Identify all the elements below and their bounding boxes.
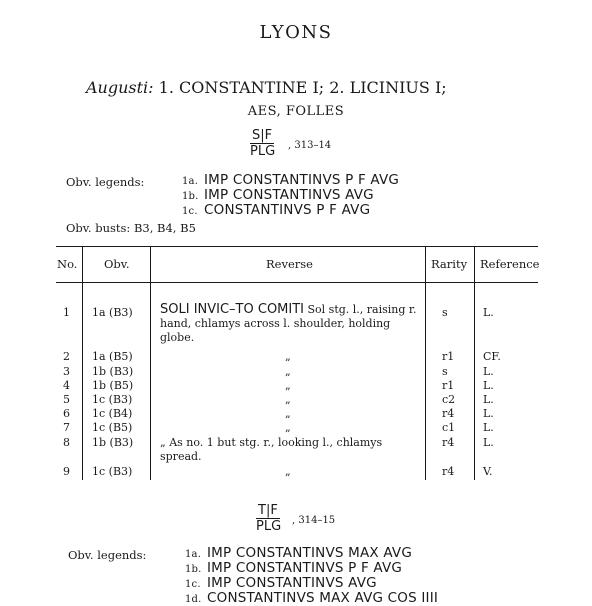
legend-number: 1a.: [185, 549, 202, 560]
legend-text: IMP CONSTANTINVS AVG: [207, 575, 377, 591]
row-number: 7: [63, 421, 70, 434]
column-divider: [150, 246, 151, 480]
header-no: No.: [57, 257, 78, 271]
row-obverse: 1a (B5): [92, 350, 133, 363]
header-reference: Reference: [480, 257, 540, 271]
row-number: 5: [63, 393, 70, 406]
row-reverse: „: [285, 393, 291, 406]
row-obverse: 1b (B3): [92, 365, 134, 378]
legend-text: IMP CONSTANTINVS MAX AVG: [207, 545, 413, 561]
legend-text: CONSTANTINVS MAX AVG COS IIII: [207, 590, 439, 606]
mintmark-field: T|F: [258, 503, 278, 518]
legend-item: [182, 172, 399, 188]
legend-item: [185, 575, 377, 591]
legend-number: 1b.: [182, 191, 199, 202]
legend-item: [182, 187, 374, 203]
header-reverse: Reverse: [266, 257, 313, 271]
denomination: AES, FOLLES: [247, 104, 345, 119]
reverse-description: Sol stg. l., raising r. hand, chlamys across l. shoulder, holding globe.: [160, 303, 417, 344]
mintmark-1: [250, 128, 332, 159]
row-obverse: 1c (B5): [92, 421, 133, 434]
row-rarity: s: [442, 306, 448, 319]
row-reference: L.: [483, 365, 494, 378]
row-reverse: „: [285, 379, 291, 392]
obv-legends-label: Obv. legends:: [68, 548, 147, 562]
legend-text: CONSTANTINVS P F AVG: [204, 202, 371, 218]
obv-busts: Obv. busts: B3, B4, B5: [66, 221, 196, 235]
row-reference: L.: [483, 379, 494, 392]
header-rarity: Rarity: [431, 257, 468, 271]
row-obverse: 1b (B3): [92, 436, 134, 449]
column-divider: [474, 246, 475, 480]
row-number: 1: [63, 306, 70, 319]
table-header-rule: [56, 282, 538, 283]
mintmark-date: , 314–15: [292, 515, 336, 526]
column-divider: [82, 246, 83, 480]
legend-number: 1a.: [182, 176, 199, 187]
row-reverse: „: [285, 465, 291, 478]
row-obverse: 1a (B3): [92, 306, 133, 319]
legend-text: IMP CONSTANTINVS P F AVG: [204, 172, 400, 188]
row-reverse: „: [285, 421, 291, 434]
legend-item: [185, 560, 402, 576]
row-obverse: 1c (B4): [92, 407, 133, 420]
legend-number: 1c.: [185, 579, 201, 590]
row-obverse: 1c (B3): [92, 465, 133, 478]
row-reference: V.: [483, 465, 493, 478]
row-reference: CF.: [483, 350, 501, 363]
row-rarity: c2: [442, 393, 456, 406]
mintmark-exergue: PLG: [250, 144, 276, 159]
legend-item: [185, 590, 438, 606]
row-reference: L.: [483, 421, 494, 434]
mintmark-date: , 313–14: [288, 140, 332, 151]
row-reverse: „: [285, 407, 291, 420]
row-rarity: c1: [442, 421, 456, 434]
legend-number: 1c.: [182, 206, 198, 217]
legend-text: IMP CONSTANTINVS P F AVG: [207, 560, 403, 576]
table-top-rule: [56, 246, 538, 247]
row-rarity: r1: [442, 350, 455, 363]
mintmark-exergue: PLG: [256, 519, 282, 534]
header-obv: Obv.: [104, 257, 130, 271]
row-obverse: 1b (B5): [92, 379, 134, 392]
augusti-label: Augusti:: [86, 78, 154, 97]
row-number: 6: [63, 407, 70, 420]
row-number: 8: [63, 436, 70, 449]
row-reference: L.: [483, 393, 494, 406]
row-rarity: r4: [442, 465, 455, 478]
row-obverse: 1c (B3): [92, 393, 133, 406]
row-reference: L.: [483, 436, 494, 449]
legend-text: IMP CONSTANTINVS AVG: [204, 187, 374, 203]
legend-number: 1b.: [185, 564, 202, 575]
row-reference: L.: [483, 306, 494, 319]
legend-number: 1d.: [185, 594, 202, 605]
row-number: 2: [63, 350, 70, 363]
page-title: LYONS: [259, 22, 333, 43]
augusti-emperors: 1. CONSTANTINE I; 2. LICINIUS I;: [158, 78, 447, 97]
mintmark-2: [256, 503, 336, 534]
row-number: 3: [63, 365, 70, 378]
legend-item: [185, 545, 412, 561]
row-rarity: r4: [442, 407, 455, 420]
row-reverse: [160, 303, 422, 345]
row-rarity: s: [442, 365, 448, 378]
legend-item: [182, 202, 370, 218]
column-divider: [425, 246, 426, 480]
mintmark-field: S|F: [252, 128, 273, 143]
reverse-legend: SOLI INVIC–TO COMITI: [160, 302, 304, 317]
row-reverse: „: [285, 365, 291, 378]
row-number: 4: [63, 379, 70, 392]
augusti-line: [86, 78, 447, 97]
row-number: 9: [63, 465, 70, 478]
row-reference: L.: [483, 407, 494, 420]
obv-legends-label: Obv. legends:: [66, 175, 145, 189]
row-reverse: „ As no. 1 but stg. r., looking l., chlamys spread.: [160, 436, 383, 463]
row-rarity: r4: [442, 436, 455, 449]
row-rarity: r1: [442, 379, 455, 392]
row-reverse: „: [285, 350, 291, 363]
